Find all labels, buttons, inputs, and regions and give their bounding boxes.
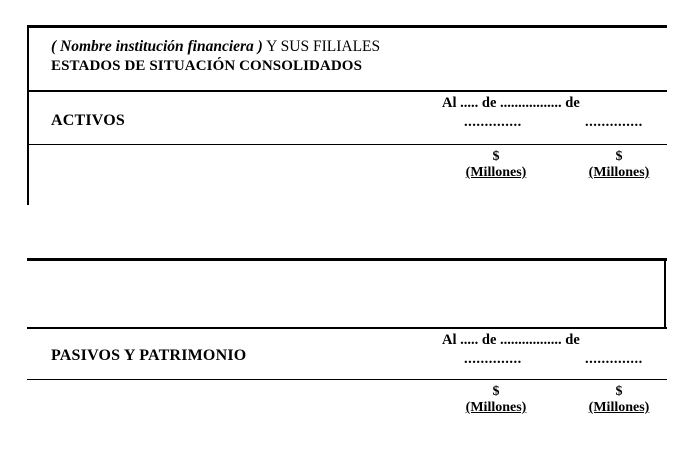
liabilities-statement-block: [27, 258, 667, 426]
liabilities-column-1-unit: [451, 384, 541, 416]
assets-statement-block: [27, 25, 667, 205]
liabilities-date-header: Al ..... de ................. de: [442, 331, 580, 348]
liabilities-header-row: [27, 329, 667, 379]
institution-name-placeholder: ( Nombre institución financiera ): [51, 38, 263, 55]
title-spacer: [27, 76, 667, 90]
document-title-block: [27, 28, 667, 76]
currency-symbol: $: [615, 149, 623, 164]
document-subtitle: ESTADOS DE SITUACIÓN CONSOLIDADOS: [51, 58, 363, 74]
institution-title-line: [51, 37, 667, 56]
section-label-pasivos-y-patrimonio: PASIVOS Y PATRIMONIO: [51, 346, 247, 364]
liabilities-units-row: [27, 380, 667, 426]
unit-label: (Millones): [588, 165, 650, 180]
currency-symbol: $: [492, 149, 500, 164]
unit-label: (Millones): [465, 400, 527, 415]
liabilities-column-2-unit: [574, 384, 664, 416]
currency-symbol: $: [492, 384, 500, 399]
right-border-rule: [664, 261, 666, 327]
liabilities-date-dots-col1: ..............: [464, 350, 522, 367]
unit-label: (Millones): [588, 400, 650, 415]
unit-label: (Millones): [465, 165, 527, 180]
assets-header-row: [27, 92, 667, 144]
assets-date-dots-col2: ..............: [585, 113, 643, 130]
assets-column-2-unit: [574, 149, 664, 181]
assets-date-header: Al ..... de ................. de: [442, 94, 580, 111]
liabilities-body-area: [27, 261, 667, 327]
assets-date-dots-col1: ..............: [464, 113, 522, 130]
assets-column-1-unit: [451, 149, 541, 181]
section-label-activos: ACTIVOS: [51, 111, 125, 129]
assets-units-row: [27, 145, 667, 191]
institution-title-suffix: Y SUS FILIALES: [262, 38, 381, 55]
currency-symbol: $: [615, 384, 623, 399]
liabilities-date-dots-col2: ..............: [585, 350, 643, 367]
